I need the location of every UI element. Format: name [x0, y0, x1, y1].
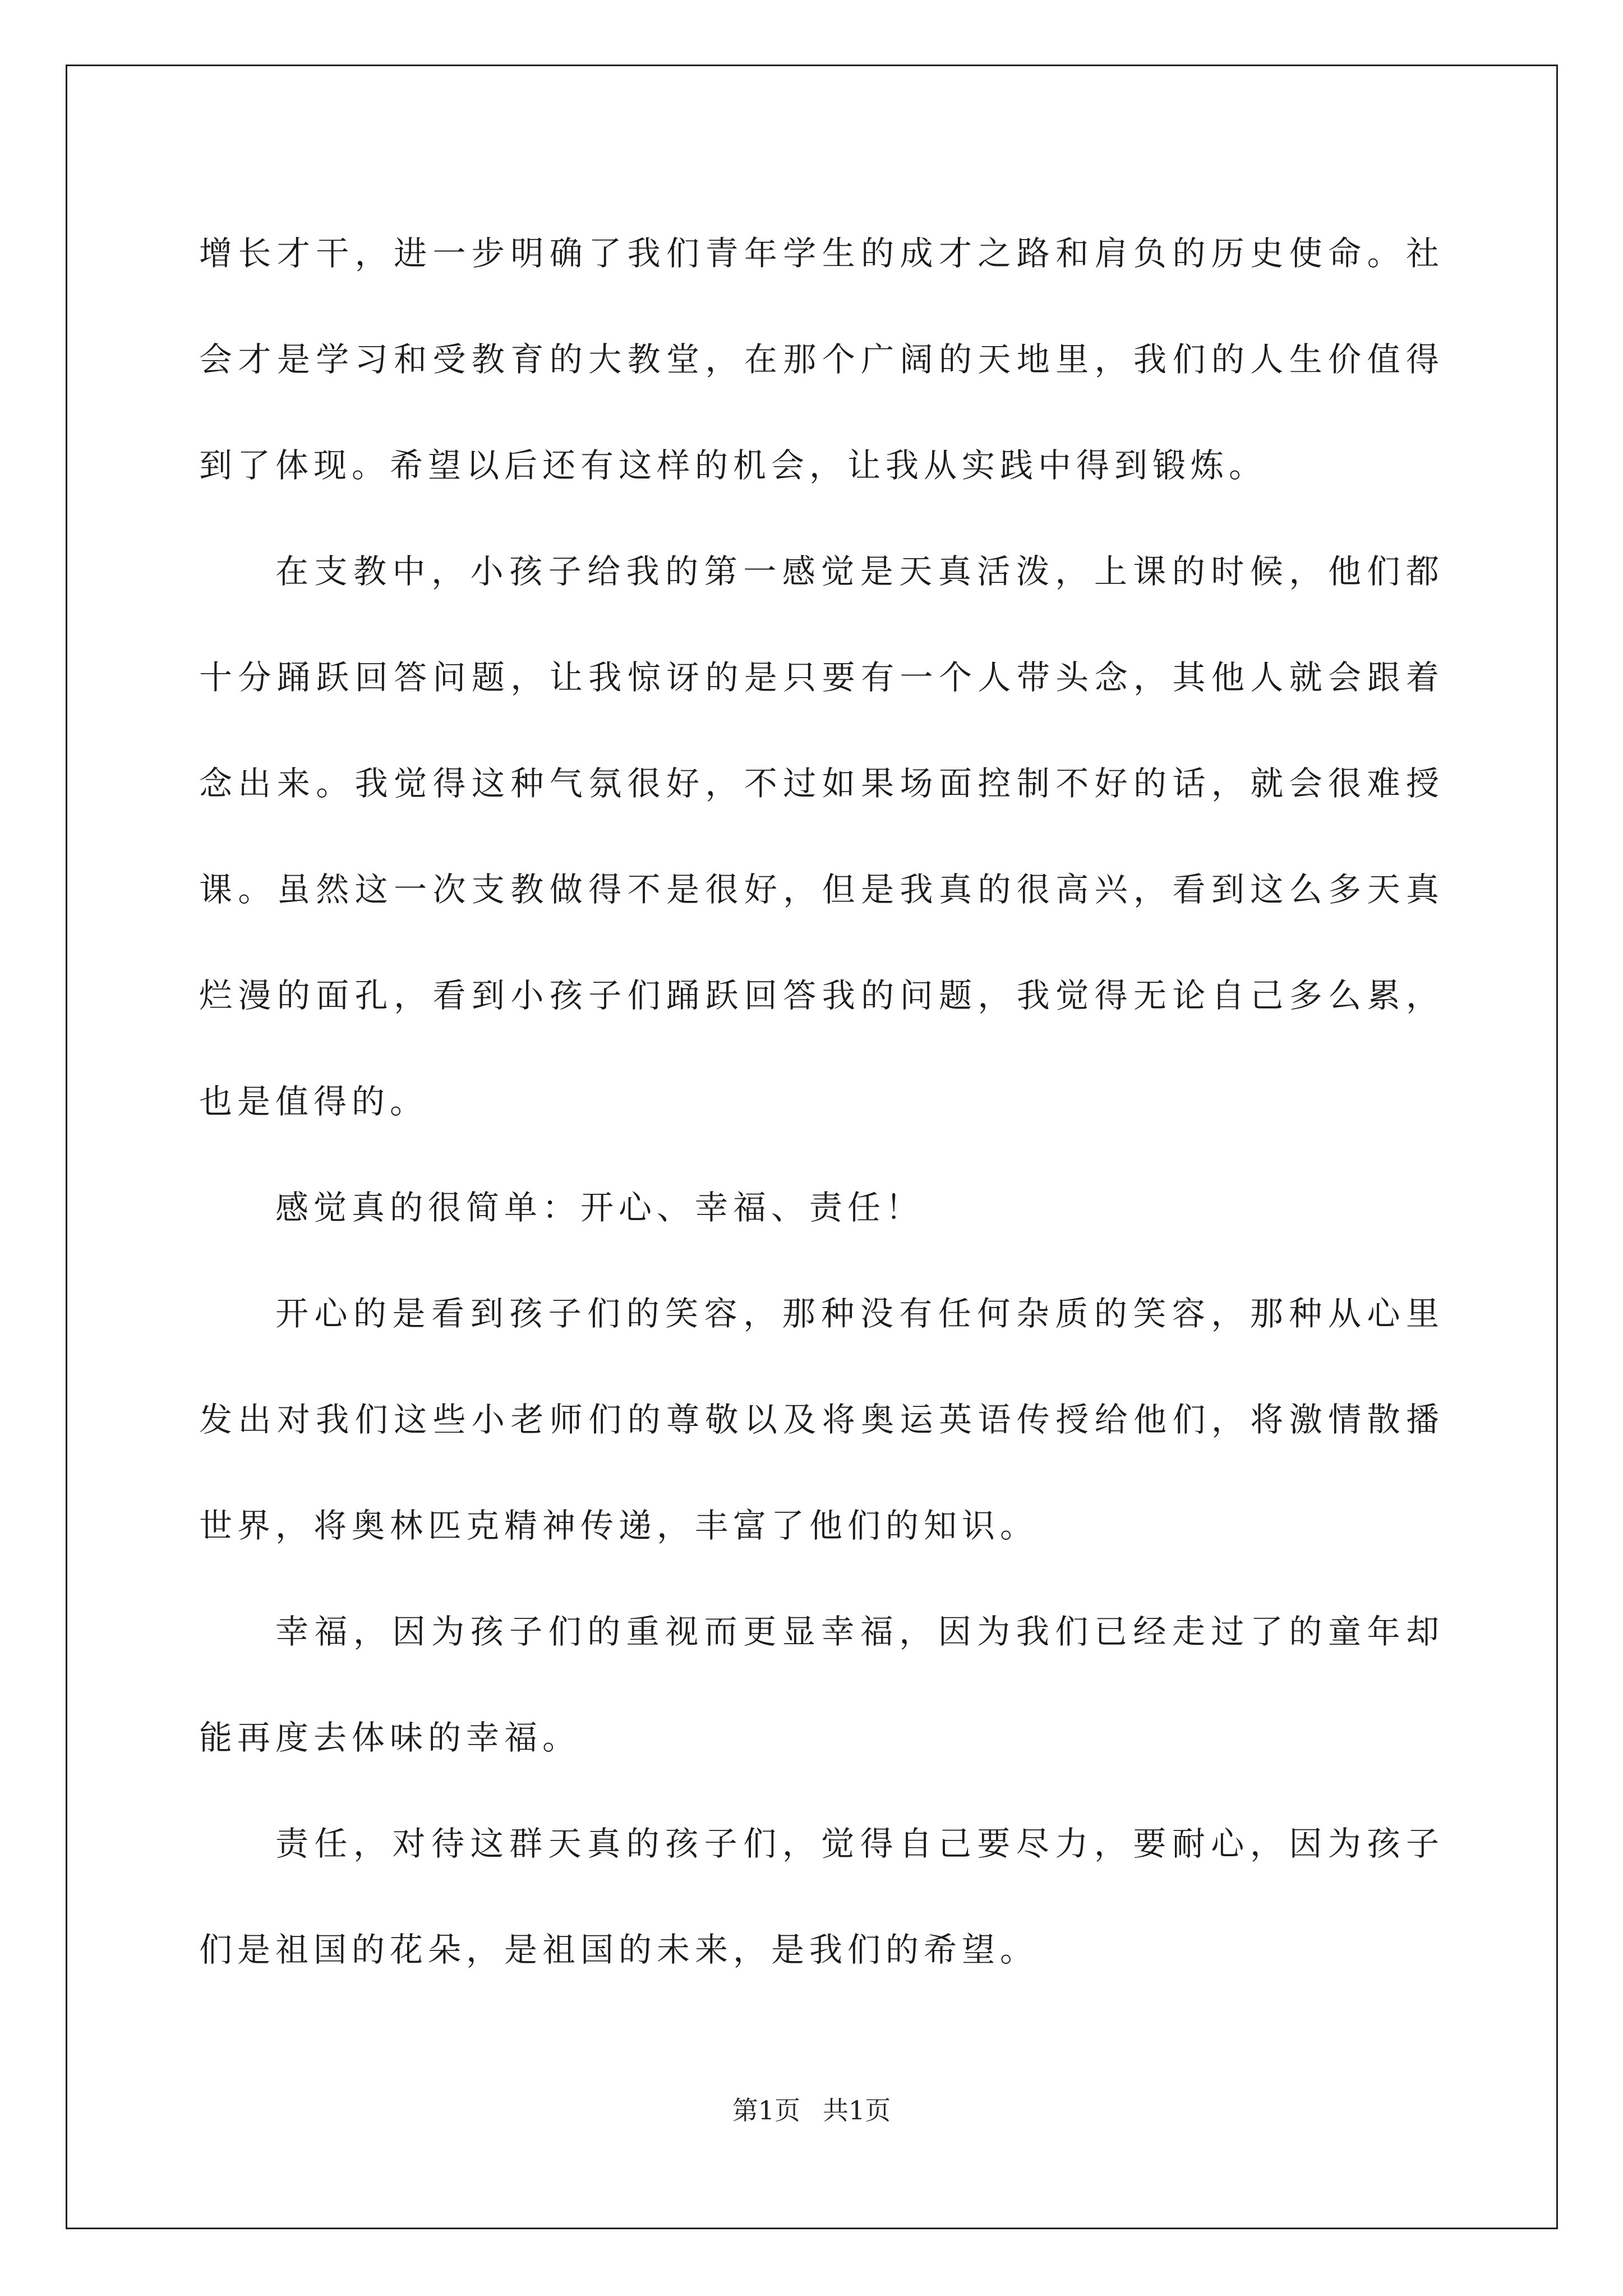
page-number: 第1页	[732, 2095, 800, 2125]
paragraph: 增长才干，进一步明确了我们青年学生的成才之路和肩负的历史使命。社会才是学习和受教育的大教堂，在那个广阔的天地里，我们的人生价值得到了体现。希望以后还有这样的机会，让我从实践中得到锻炼。	[199, 234, 1444, 485]
paragraph: 感觉真的很简单：开心、幸福、责任！	[275, 1188, 924, 1227]
paragraph: 在支教中，小孩子给我的第一感觉是天真活泼，上课的时候，他们都十分踊跃回答问题，让我惊讶的是只要有一个人带头念，其他人就会跟着念出来。我觉得这种气氛很好，不过如果场面控制不好的话，就会很难授课。虽然这一次支教做得不是很好，但是我真的很高兴，看到这么多天真烂漫的面孔，看到小孩子们踊跃回答我的问题，我觉得无论自己多么累，也是值得的。	[199, 552, 1444, 1121]
paragraph: 幸福，因为孩子们的重视而更显幸福，因为我们已经走过了的童年却能再度去体味的幸福。	[199, 1612, 1444, 1757]
document-body	[199, 200, 1444, 2003]
page-footer	[0, 2093, 1623, 2127]
paragraph: 开心的是看到孩子们的笑容，那种没有任何杂质的笑容，那种从心里发出对我们这些小老师们的尊敬以及将奥运英语传授给他们，将激情散播世界，将奥林匹克精神传递，丰富了他们的知识。	[199, 1294, 1444, 1545]
page-total: 共1页	[823, 2095, 891, 2125]
paragraph: 责任，对待这群天真的孩子们，觉得自己要尽力，要耐心，因为孩子们是祖国的花朵，是祖国的未来，是我们的希望。	[199, 1824, 1444, 1969]
